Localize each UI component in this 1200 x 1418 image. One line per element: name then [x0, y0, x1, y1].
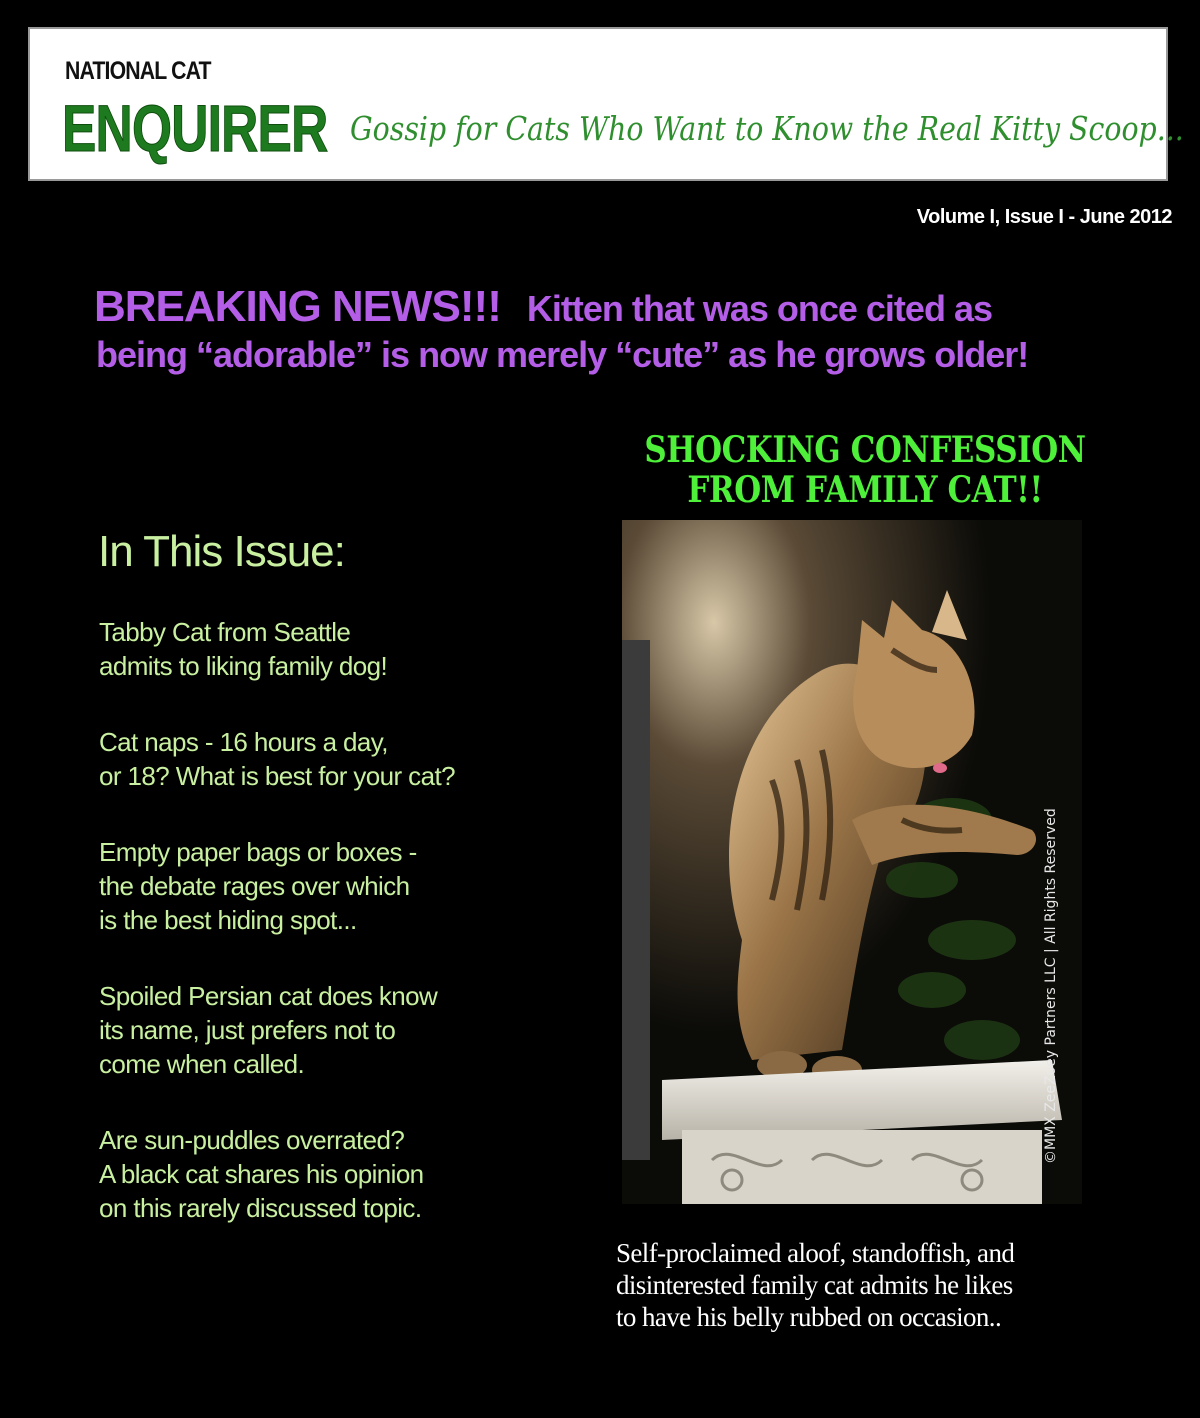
breaking-news-text-line1: Kitten that was once cited as: [526, 288, 992, 329]
in-this-issue-list: [99, 615, 559, 1267]
masthead-tagline: Gossip for Cats Who Want to Know the Real Kitty Scoop...: [350, 109, 1184, 148]
masthead-logo-title: ENQUIRER: [62, 91, 328, 165]
issue-item: Empty paper bags or boxes - the debate rages over which is the best hiding spot...: [99, 837, 417, 935]
masthead-small-title: NATIONAL CAT: [65, 57, 211, 85]
issue-item: Cat naps - 16 hours a day, or 18? What is best for your cat?: [99, 727, 455, 791]
issue-item: Tabby Cat from Seattle admits to liking family dog!: [99, 617, 388, 681]
headline-line-1: SHOCKING CONFESSION: [644, 429, 1086, 471]
photo-caption: Self-proclaimed aloof, standoffish, and disinterested family cat admits he likes to have his belly rubbed on occasion..: [616, 1238, 1015, 1332]
tabby-cat-photo: [622, 520, 1082, 1204]
breaking-news: [94, 282, 1174, 376]
breaking-news-text-line2: being “adorable” is now merely “cute” as he grows older!: [96, 334, 1029, 375]
in-this-issue-heading: In This Issue:: [98, 527, 345, 576]
breaking-news-heading: BREAKING NEWS!!!: [94, 282, 501, 331]
photo-copyright-credit: ©MMX ZeeZoey Partners LLC | All Rights Reserved: [1043, 808, 1059, 1164]
masthead-banner: [28, 27, 1184, 181]
shocking-confession-headline: [600, 430, 1130, 510]
issue-item: Spoiled Persian cat does know its name, just prefers not to come when called.: [99, 981, 438, 1079]
headline-line-2: FROM FAMILY CAT!!: [687, 469, 1043, 511]
cat-photo-illustration: [622, 520, 1082, 1204]
issue-item: Are sun-puddles overrated? A black cat shares his opinion on this rarely discussed topic.: [99, 1125, 424, 1223]
issue-volume: Volume I, Issue I - June 2012: [916, 206, 1172, 228]
